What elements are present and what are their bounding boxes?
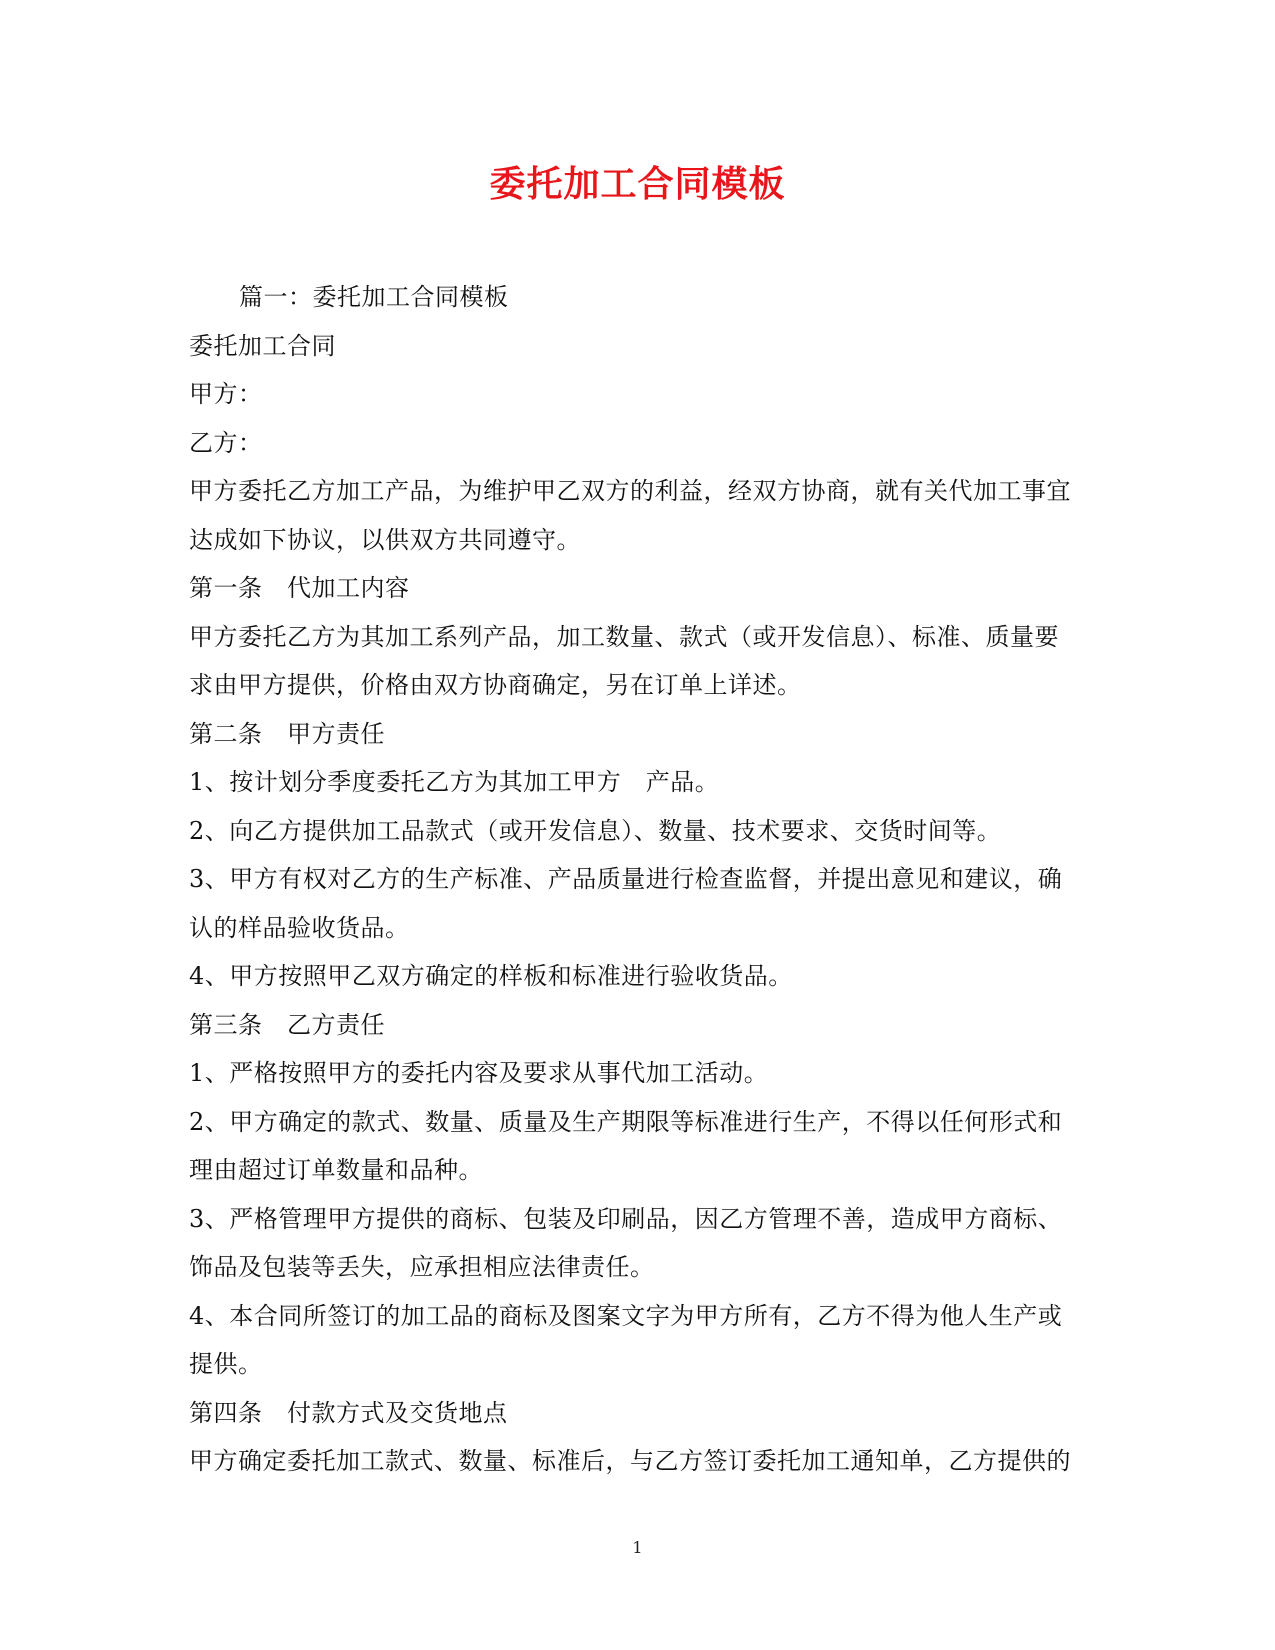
- list-item: 2、向乙方提供加工品款式（或开发信息）、数量、技术要求、交货时间等。: [189, 816, 1002, 845]
- list-item: 4、本合同所签订的加工品的商标及图案文字为甲方所有，乙方不得为他人生产或: [189, 1301, 1063, 1330]
- list-item: 1、严格按照甲方的委托内容及要求从事代加工活动。: [189, 1059, 769, 1087]
- list-item: 1、按计划分季度委托乙方为其加工甲方 产品。: [189, 768, 720, 796]
- document-body: [189, 273, 1089, 1486]
- party-b-line: 乙方：: [189, 428, 263, 457]
- document-title: 委托加工合同模板: [489, 163, 786, 205]
- list-item-continuation: 饰品及包装等丢失，应承担相应法律责任。: [189, 1253, 655, 1281]
- paragraph-line: 求由甲方提供，价格由双方协商确定，另在订单上详述。: [189, 671, 802, 699]
- list-item: 3、甲方有权对乙方的生产标准、产品质量进行检查监督，并提出意见和建议，确: [189, 865, 1063, 893]
- article-heading: 第二条 甲方责任: [189, 719, 385, 748]
- contract-title: 委托加工合同: [189, 331, 336, 360]
- article-heading: 第四条 付款方式及交货地点: [189, 1398, 508, 1427]
- list-item: 2、甲方确定的款式、数量、质量及生产期限等标准进行生产，不得以任何形式和: [189, 1107, 1063, 1136]
- paragraph-line: 甲方委托乙方加工产品，为维护甲乙双方的利益，经双方协商，就有关代加工事宜: [189, 477, 1071, 505]
- article-heading: 第一条 代加工内容: [189, 574, 410, 602]
- list-item-continuation: 理由超过订单数量和品种。: [189, 1156, 483, 1184]
- page-number: 1: [632, 1538, 643, 1557]
- list-item-continuation: 认的样品验收货品。: [189, 913, 410, 942]
- list-item: 3、严格管理甲方提供的商标、包装及印刷品，因乙方管理不善，造成甲方商标、: [189, 1204, 1063, 1233]
- article-heading: 第三条 乙方责任: [189, 1010, 385, 1039]
- paragraph-line: 甲方确定委托加工款式、数量、标准后，与乙方签订委托加工通知单，乙方提供的: [189, 1447, 1071, 1475]
- paragraph-line: 甲方委托乙方为其加工系列产品，加工数量、款式（或开发信息）、标准、质量要: [189, 622, 1059, 651]
- section-heading: 篇一：委托加工合同模板: [239, 283, 509, 311]
- list-item: 4、甲方按照甲乙双方确定的样板和标准进行验收货品。: [189, 962, 793, 990]
- party-a-line: 甲方：: [189, 380, 263, 408]
- list-item-continuation: 提供。: [189, 1350, 263, 1378]
- paragraph-line: 达成如下协议，以供双方共同遵守。: [189, 525, 581, 554]
